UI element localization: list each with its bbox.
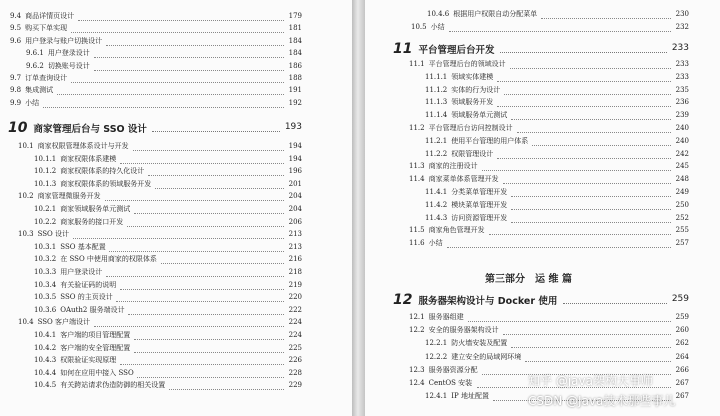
- toc-entry-title: 小结: [428, 239, 443, 248]
- toc-entry-number: 11.1: [409, 60, 425, 68]
- toc-entry-page: 260: [675, 326, 689, 335]
- toc-entry-page: 240: [675, 124, 689, 132]
- toc-entry: [18, 342, 302, 354]
- dot-leader: [127, 216, 284, 227]
- dot-leader: [106, 266, 284, 277]
- toc-entry-title: 使用平台管理的用户体系: [451, 136, 529, 145]
- toc-entry: [18, 153, 302, 165]
- dot-leader: [71, 22, 284, 33]
- toc-entry: [411, 21, 689, 33]
- toc-entry-page: 245: [675, 162, 689, 171]
- dot-leader: [497, 71, 671, 82]
- toc-entry: [10, 10, 302, 22]
- toc-entry-page: 181: [288, 24, 302, 33]
- toc-entry-page: 236: [675, 98, 689, 107]
- toc-entry: [409, 96, 689, 108]
- chapter-number: 11: [393, 41, 413, 57]
- toc-entry-page: 196: [288, 167, 302, 176]
- toc-entry-title: 分类菜单管理开发: [451, 188, 508, 196]
- dot-leader: [511, 109, 671, 120]
- toc-entry: [409, 337, 689, 349]
- toc-entry-title: 建立安全的局域网环境: [451, 352, 522, 361]
- toc-entry-number: 9.5: [10, 24, 22, 33]
- toc-entry-page: 213: [288, 230, 302, 239]
- toc-entry: [18, 165, 302, 177]
- toc-entry: [409, 224, 689, 236]
- toc-entry-page: 226: [288, 356, 302, 365]
- dot-leader: [503, 173, 671, 184]
- toc-entry-title: SSO 基本配置: [60, 242, 106, 251]
- toc-entry-title: 商家角色管理开发: [428, 226, 485, 235]
- toc-entry: [18, 253, 302, 265]
- dot-leader: [511, 337, 671, 348]
- toc-entry: [18, 354, 302, 366]
- toc-entry-page: 257: [675, 239, 689, 248]
- toc-entry-number: 11.4.2: [425, 200, 448, 209]
- toc-entry: [18, 316, 302, 328]
- dot-leader: [133, 140, 284, 151]
- toc-entry-page: 240: [675, 136, 689, 145]
- toc-entry-number: 9.7: [10, 74, 22, 82]
- watermark-zhihu: 知乎 @java架构大事师: [528, 374, 653, 388]
- toc-entry-page: 194: [288, 142, 302, 150]
- toc-entry-number: 10.4.4: [34, 368, 57, 377]
- toc-entry-number: 11.1.3: [425, 98, 448, 107]
- toc-entry-number: 12.2.1: [425, 339, 448, 348]
- toc-entry-page: 213: [288, 242, 302, 251]
- toc-entry-page: 233: [675, 72, 689, 81]
- toc-entry-title: 商家服务的接口开发: [60, 217, 124, 226]
- chapter-heading: [8, 119, 302, 135]
- toc-entry-number: 10.3.4: [34, 280, 57, 289]
- toc-entry-page: 232: [675, 23, 689, 31]
- toc-entry: [10, 84, 302, 96]
- toc-entry-title: OAuth2 服务端设计: [60, 305, 125, 314]
- toc-entry-title: 在 SSO 中使用商家的权限体系: [60, 255, 157, 264]
- toc-entry-page: 228: [288, 368, 302, 377]
- toc-entry-number: 9.6: [10, 36, 22, 45]
- toc-entry: [18, 367, 302, 379]
- toc-entry: [10, 35, 302, 47]
- toc-entry-title: 客户端的项目管理配置: [60, 331, 131, 339]
- dot-leader: [489, 224, 671, 235]
- toc-entry-number: 12.2: [409, 326, 425, 335]
- toc-entry-number: 9.4: [10, 12, 22, 20]
- toc-entry-title: 有关验证码的说明: [60, 280, 117, 289]
- dot-leader: [447, 237, 671, 248]
- toc-entry-page: 233: [675, 60, 689, 68]
- dot-leader: [511, 199, 671, 210]
- toc-entry-page: 230: [675, 10, 689, 18]
- toc-entry-title: 商家管理微服务开发: [37, 192, 101, 201]
- toc-entry-title: 有关跨站请求伪造防御的相关设置: [60, 381, 166, 390]
- toc-entry-number: 9.6.1: [26, 49, 44, 58]
- toc-entry-page: 267: [675, 379, 689, 387]
- toc-entry-title: 领域服务开发: [451, 98, 494, 107]
- toc-entry-page: 184: [288, 49, 302, 58]
- toc-entry: [18, 379, 302, 391]
- toc-entry: [409, 199, 689, 211]
- toc-entry-number: 10.3.5: [34, 293, 57, 302]
- dot-leader: [134, 342, 284, 353]
- toc-entry-page: 204: [288, 205, 302, 213]
- toc-entry: [409, 173, 689, 185]
- toc-entry-title: 服务器资源分配: [428, 365, 478, 374]
- toc-entry-title: 领域实体建模: [451, 72, 494, 81]
- toc-entry-title: 商家领域服务单元测试: [60, 205, 131, 213]
- toc-entry-number: 11.1.2: [425, 85, 448, 94]
- dot-leader: [94, 47, 284, 58]
- toc-entry-page: 184: [288, 36, 302, 45]
- toc-entry: [10, 22, 302, 34]
- toc-entry: [18, 216, 302, 228]
- toc-entry-page: 188: [288, 74, 302, 82]
- toc-entry-page: 262: [675, 339, 689, 348]
- left-page: [0, 0, 352, 416]
- toc-entry-title: 用户登录设计: [60, 268, 103, 276]
- toc-entry-title: 集成测试: [25, 86, 54, 95]
- toc-entry: [409, 135, 689, 147]
- dot-leader: [517, 122, 671, 133]
- toc-entry-page: 235: [675, 85, 689, 94]
- toc-entry-number: 10.1.2: [34, 167, 57, 176]
- toc-entry-title: 领域服务单元测试: [451, 111, 508, 120]
- dot-leader: [43, 97, 284, 108]
- dot-leader: [71, 72, 284, 83]
- toc-entry-title: SSO 的主页设计: [60, 293, 113, 302]
- toc-entry-number: 10.2: [18, 192, 34, 201]
- dot-leader: [137, 367, 284, 378]
- chapter-title: 服务器架构设计与 Docker 使用: [418, 296, 558, 307]
- toc-entry-title: 商家权限管理体系设计与开发: [37, 142, 129, 150]
- toc-entry-number: 10.3.3: [34, 268, 57, 276]
- dot-leader: [105, 190, 284, 201]
- toc-entry: [18, 304, 302, 316]
- toc-entry: [18, 279, 302, 291]
- toc-entry-number: 10.1.1: [34, 154, 57, 163]
- dot-leader: [106, 35, 284, 46]
- chapter-heading: [393, 291, 689, 307]
- chapter-number: 12: [393, 292, 413, 308]
- toc-entry-title: 购买下单实现: [25, 24, 68, 33]
- toc-entry: [409, 311, 689, 323]
- page-gutter: [352, 0, 365, 416]
- toc-entry-number: 11.2.2: [425, 149, 448, 158]
- dot-leader: [109, 241, 284, 252]
- toc-entry-page: 206: [288, 217, 302, 226]
- toc-entry-title: 客户端的安全管理配置: [60, 343, 131, 352]
- toc-entry: [409, 160, 689, 172]
- toc-entry: [409, 186, 689, 198]
- dot-leader: [497, 148, 671, 159]
- toc-entry-number: 10.4.2: [34, 343, 57, 352]
- toc-entry-number: 10.3.1: [34, 242, 57, 251]
- chapter-title: 商家管理后台与 SSO 设计: [33, 124, 147, 135]
- dot-leader: [134, 329, 284, 340]
- dot-leader: [532, 135, 671, 146]
- toc-entry-title: 商家权限体系的持久化设计: [60, 167, 145, 176]
- dot-leader: [73, 228, 284, 239]
- toc-entry: [409, 71, 689, 83]
- dot-leader: [503, 324, 671, 335]
- toc-entry: [409, 84, 689, 96]
- toc-entry-number: 10.4.1: [34, 331, 57, 339]
- toc-entry-title: 模块菜单管理开发: [451, 200, 508, 209]
- toc-entry-title: 实体的行为设计: [451, 85, 501, 94]
- toc-entry-title: 访问资源管理开发: [451, 213, 508, 222]
- toc-entry-title: 小结: [25, 98, 40, 107]
- toc-entry-title: 订单查询设计: [25, 74, 68, 82]
- toc-entry-page: 255: [675, 226, 689, 235]
- toc-entry: [10, 47, 302, 59]
- toc-entry-page: 259: [675, 313, 689, 321]
- toc-entry-title: 平台管理后台访问控制设计: [428, 124, 513, 132]
- toc-entry-title: 商家菜单体系管理开发: [428, 175, 499, 184]
- toc-entry-page: 220: [288, 293, 302, 302]
- dot-leader: [94, 60, 284, 71]
- chapter-page: 259: [671, 294, 689, 304]
- dot-leader: [128, 304, 284, 315]
- toc-entry-page: 194: [288, 154, 302, 163]
- toc-entry-title: 如何在应用中接入 SSO: [60, 368, 134, 377]
- dot-leader: [78, 10, 284, 21]
- toc-entry-page: 186: [288, 61, 302, 70]
- toc-entry-number: 10.3.6: [34, 305, 57, 314]
- toc-entry-page: 218: [288, 268, 302, 276]
- chapter-heading: [393, 40, 689, 56]
- toc-entry: [409, 212, 689, 224]
- toc-entry-number: 12.4.1: [425, 392, 448, 401]
- toc-entry-title: SSO 客户端设计: [37, 318, 91, 327]
- toc-entry-title: SSO 设计: [37, 230, 70, 239]
- toc-entry-page: 252: [675, 213, 689, 222]
- dot-leader: [541, 8, 671, 19]
- toc-entry-number: 12.4: [409, 379, 425, 387]
- toc-entry: [18, 329, 302, 341]
- toc-entry: [18, 190, 302, 202]
- dot-leader: [161, 253, 284, 264]
- toc-entry: [10, 72, 302, 84]
- toc-entry-title: IP 地址配置: [451, 392, 489, 401]
- toc-entry-page: 264: [675, 352, 689, 361]
- toc-entry-number: 11.4.3: [425, 213, 448, 222]
- toc-entry-number: 10.1: [18, 142, 34, 150]
- toc-entry-number: 11.2: [409, 124, 425, 132]
- dot-leader: [449, 21, 671, 32]
- toc-entry-number: 10.4.5: [34, 381, 57, 390]
- toc-entry-number: 11.4.1: [425, 188, 448, 196]
- toc-entry-number: 10.5: [411, 23, 427, 31]
- toc-entry-title: 小结: [430, 23, 445, 31]
- dot-leader: [500, 40, 667, 53]
- dot-leader: [148, 165, 284, 176]
- toc-entry-title: 权限管理设计: [451, 149, 494, 158]
- toc-entry-page: 250: [675, 200, 689, 209]
- toc-entry: [18, 266, 302, 278]
- toc-entry: [18, 140, 302, 152]
- toc-entry-number: 9.6.2: [26, 61, 44, 70]
- toc-entry-title: 权限验证实现原理: [60, 356, 117, 365]
- toc-entry-title: 安全的服务器架构设计: [428, 326, 499, 335]
- toc-entry-number: 10.4: [18, 318, 34, 327]
- toc-entry-number: 9.8: [10, 86, 22, 95]
- toc-entry-page: 219: [288, 280, 302, 289]
- toc-entry-number: 10.2.1: [34, 205, 57, 213]
- toc-entry: [18, 241, 302, 253]
- toc-entry: [10, 60, 302, 72]
- right-page: [365, 0, 720, 416]
- dot-leader: [169, 379, 284, 390]
- toc-entry-title: 商家权限体系建模: [60, 154, 117, 163]
- toc-entry-page: 201: [288, 179, 302, 188]
- dot-leader: [511, 186, 671, 197]
- toc-entry-number: 11.4: [409, 175, 425, 184]
- toc-entry-page: 204: [288, 192, 302, 201]
- toc-entry-number: 11.6: [409, 239, 425, 248]
- toc-entry: [409, 109, 689, 121]
- toc-entry-page: 191: [288, 86, 302, 95]
- toc-entry-number: 9.9: [10, 98, 22, 107]
- toc-entry-number: 11.3: [409, 162, 425, 171]
- toc-entry: [18, 228, 302, 240]
- toc-entry: [409, 122, 689, 134]
- toc-entry-number: 11.5: [409, 226, 425, 235]
- toc-entry: [18, 203, 302, 215]
- toc-entry-number: 10.4.3: [34, 356, 57, 365]
- dot-leader: [525, 351, 671, 362]
- toc-entry-number: 12.3: [409, 365, 425, 374]
- toc-entry: [409, 148, 689, 160]
- toc-entry-title: CentOS 安装: [428, 379, 473, 387]
- toc-entry-page: 229: [288, 381, 302, 390]
- toc-entry-title: 商品详情页设计: [25, 12, 75, 20]
- toc-entry-number: 10.1.3: [34, 179, 57, 188]
- dot-leader: [511, 212, 671, 223]
- toc-entry: [409, 351, 689, 363]
- dot-leader: [120, 279, 284, 290]
- watermark-csdn: CSDN @Java技术那些事儿: [528, 394, 676, 408]
- toc-entry-page: 192: [288, 98, 302, 107]
- chapter-page: 193: [284, 122, 302, 132]
- part-heading: 第三部分 运 维 篇: [485, 274, 572, 285]
- toc-entry-title: 防火墙安装及配置: [451, 339, 508, 348]
- toc-entry-number: 10.4.6: [427, 10, 450, 18]
- toc-entry-page: 224: [288, 331, 302, 339]
- toc-entry-number: 11.1.1: [425, 72, 448, 81]
- toc-entry: [18, 178, 302, 190]
- toc-entry: [10, 97, 302, 109]
- toc-entry-page: 242: [675, 149, 689, 158]
- dot-leader: [482, 160, 671, 171]
- toc-entry-number: 11.1.4: [425, 111, 448, 120]
- chapter-number: 10: [8, 120, 28, 136]
- toc-entry: [409, 58, 689, 70]
- dot-leader: [134, 203, 284, 214]
- toc-entry: [18, 291, 302, 303]
- dot-leader: [155, 178, 284, 189]
- toc-entry-number: 10.2.2: [34, 217, 57, 226]
- toc-entry-page: 216: [288, 255, 302, 264]
- toc-entry-page: 224: [288, 318, 302, 327]
- toc-entry-title: 用户登录设计: [47, 49, 90, 58]
- toc-entry-title: 根据用户权限自动分配菜单: [453, 10, 538, 18]
- toc-entry-title: 平台管理后台的领域设计: [428, 60, 506, 68]
- toc-entry-page: 249: [675, 188, 689, 196]
- toc-entry-page: 222: [288, 305, 302, 314]
- toc-entry-page: 248: [675, 175, 689, 184]
- toc-entry-title: 切换账号设计: [47, 61, 90, 70]
- dot-leader: [497, 96, 671, 107]
- toc-entry: [409, 324, 689, 336]
- dot-leader: [116, 291, 284, 302]
- toc-entry-number: 10.3.2: [34, 255, 57, 264]
- toc-entry-page: 266: [675, 365, 689, 374]
- toc-entry: [409, 237, 689, 249]
- toc-entry-title: 商家的注册设计: [428, 162, 478, 171]
- toc-entry-page: 179: [288, 12, 302, 20]
- toc-entry-page: 267: [675, 392, 689, 401]
- dot-leader: [152, 119, 280, 132]
- toc-entry-number: 12.1: [409, 313, 425, 321]
- toc-entry: [411, 8, 689, 20]
- dot-leader: [468, 311, 671, 322]
- dot-leader: [120, 354, 284, 365]
- chapter-title: 平台管理后台开发: [418, 45, 495, 56]
- toc-entry-page: 225: [288, 343, 302, 352]
- dot-leader: [510, 58, 671, 69]
- toc-entry-page: 239: [675, 111, 689, 120]
- dot-leader: [94, 316, 284, 327]
- toc-entry-title: 用户登录与账户切换设计: [25, 36, 103, 45]
- toc-entry-number: 12.2.2: [425, 352, 448, 361]
- dot-leader: [120, 153, 284, 164]
- dot-leader: [563, 291, 667, 304]
- toc-entry-number: 11.2.1: [425, 136, 448, 145]
- dot-leader: [504, 84, 671, 95]
- toc-entry-number: 10.3: [18, 230, 34, 239]
- toc-entry-title: 服务器组建: [428, 313, 464, 321]
- dot-leader: [57, 84, 284, 95]
- chapter-page: 233: [671, 43, 689, 53]
- toc-entry-title: 商家权限体系的领域服务开发: [60, 179, 152, 188]
